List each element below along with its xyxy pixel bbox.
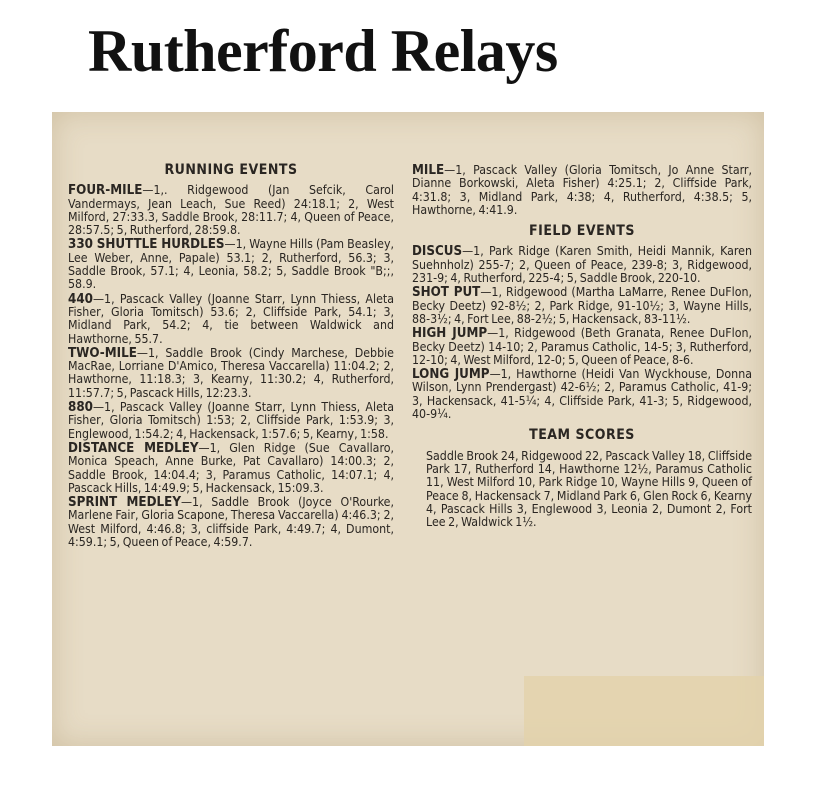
event-mile <box>412 164 752 217</box>
event-name: TWO-MILE <box>68 345 137 361</box>
event-330-shuttle-hurdles <box>68 238 394 291</box>
event-results: —1, Pascack Valley (Joanne Starr, Lynn Thiess, Aleta Fisher, Gloria Tomitsch) 1:53; 2, Cliffside Park, 1:53.9; 3, Englewood, 1:54.2; 4, Hackensack, 1:57.6; 5, Kearny, 1:58. <box>68 400 394 441</box>
event-results: —1, Saddle Brook (Cindy Marchese, Debbie MacRae, Lorriane D'Amico, Theresa Vaccarella) 11:04.2; 2, Hawthorne, 11:18.3; 3, Kearny, 11:30.2; 4, Rutherford, 11:57.7; 5, Pascack Hills, 12:23.3. <box>68 345 394 400</box>
event-results: —1, Pascack Valley (Gloria Tomitsch, Jo Anne Starr, Dianne Borkowski, Aleta Fisher) 4:25.1; 2, Cliffside Park, 4:31.8; 3, Midland Park, 4:38; 4, Rutherford, 4:38.5; 5, Hawthorne, 4:41.9. <box>412 163 752 217</box>
field-events-heading: FIELD EVENTS <box>529 223 635 240</box>
event-results: —1, Park Ridge (Karen Smith, Heidi Mannik, Karen Suehnholz) 255-7; 2, Queen of Peace, 239-8; 3, Ridgewood, 231-9; 4, Rutherford, 225-4; 5, Saddle Brook, 220-10. <box>412 244 752 286</box>
event-two-mile <box>68 347 394 400</box>
page-title: Rutherford Relays <box>88 18 558 84</box>
event-results: —1, Ridgewood (Beth Granata, Renee DuFlon, Becky Deetz) 14-10; 2, Paramus Catholic, 14-5; 3, Rutherford, 12-10; 4, West Milford, 12-0; 5, Queen of Peace, 8-6. <box>412 326 752 367</box>
team-scores-text: Saddle Brook 24, Ridgewood 22, Pascack Valley 18, Cliffside Park 17, Rutherford 14, Hawthorne 12½, Paramus Catholic 11, West Milford 10, Park Ridge 10, Wayne Hills 9, Queen of Peace 8, Hackensack 7, Midland Park 6, Glen Rock 6, Kearny 4, Pascack Hills 3, Englewood 3, Leonia 2, Dumont 2, Fort Lee 2, Waldwick 1½. <box>426 448 752 530</box>
event-name: 440 <box>68 291 93 307</box>
event-results: —1, Wayne Hills (Pam Beasley, Lee Weber, Anne, Papale) 53.1; 2, Rutherford, 56.3; 3, Saddle Brook, 57.1; 4, Leonia, 58.2; 5, Saddle Brook "B;;, 58.9. <box>68 237 394 292</box>
event-name: DISCUS <box>412 244 463 260</box>
event-discus <box>412 245 752 285</box>
left-column <box>68 162 394 740</box>
event-shot-put <box>412 286 752 326</box>
event-name: SHOT PUT <box>412 285 481 301</box>
event-sprint-medley <box>68 496 394 549</box>
event-name: HIGH JUMP <box>412 326 488 342</box>
event-name: DISTANCE MEDLEY <box>68 440 199 456</box>
event-name: SPRINT MEDLEY <box>68 495 181 511</box>
event-name: 880 <box>68 400 93 416</box>
event-results: —1,. Ridgewood (Jan Sefcik, Carol Vandermays, Jean Leach, Sue Reed) 24:18.1; 2, West Milford, 27:33.3, Saddle Brook, 28:11.7; 4, Queen of Peace, 28:57.5; 5, Rutherford, 28:59.8. <box>68 183 394 238</box>
event-440 <box>68 293 394 346</box>
team-scores-heading: TEAM SCORES <box>529 427 635 444</box>
event-long-jump <box>412 368 752 421</box>
event-880 <box>68 401 394 441</box>
right-column <box>412 164 752 740</box>
event-results: —1, Pascack Valley (Joanne Starr, Lynn Thiess, Aleta Fisher, Gloria Tomitsch) 53.6; 2, Cliffside Park, 54.1; 3, Midland Park, 54.2; 4, tie between Waldwick and Hawthorne, 55.7. <box>68 291 394 346</box>
event-results: —1, Glen Ridge (Sue Cavallaro, Monica Speach, Anne Burke, Pat Cavallaro) 14:00.3; 2, Saddle Brook, 14:04.4; 3, Paramus Catholic, 14:07.1; 4, Pascack Hills, 14:49.9; 5, Hackensack, 15:09.3. <box>68 440 395 495</box>
event-results: —1, Saddle Brook (Joyce O'Rourke, Marlene Fair, Gloria Scapone, Theresa Vaccarella) 4:46.3; 2, West Milford, 4:46.8; 3, cliffside Park, 4:49.7; 4, Dumont, 4:59.1; 5, Queen of Peace, 4:59.7. <box>68 495 394 550</box>
event-name: MILE <box>412 163 445 178</box>
event-high-jump <box>412 327 752 367</box>
event-name: FOUR-MILE <box>68 183 143 199</box>
event-results: —1, Ridgewood (Martha LaMarre, Renee DuFlon, Becky Deetz) 92-8½; 2, Park Ridge, 91-10½; 3, Wayne Hills, 88-3½; 4, Fort Lee, 88-2½; 5, Hackensack, 83-11½. <box>412 285 752 326</box>
running-events-heading: RUNNING EVENTS <box>164 162 298 178</box>
event-distance-medley <box>68 442 394 495</box>
event-name: LONG JUMP <box>412 367 490 383</box>
event-results: —1, Hawthorne (Heidi Van Wyckhouse, Donna Wilson, Lynn Prendergast) 42-6½; 2, Paramus Catholic, 41-9; 3, Hackensack, 41-5¼; 4, Cliffside Park, 41-3; 5, Ridgewood, 40-9¼. <box>412 367 752 422</box>
event-name: 330 SHUTTLE HURDLES <box>68 237 225 253</box>
newspaper-clipping <box>52 112 764 746</box>
event-four-mile <box>68 184 394 237</box>
